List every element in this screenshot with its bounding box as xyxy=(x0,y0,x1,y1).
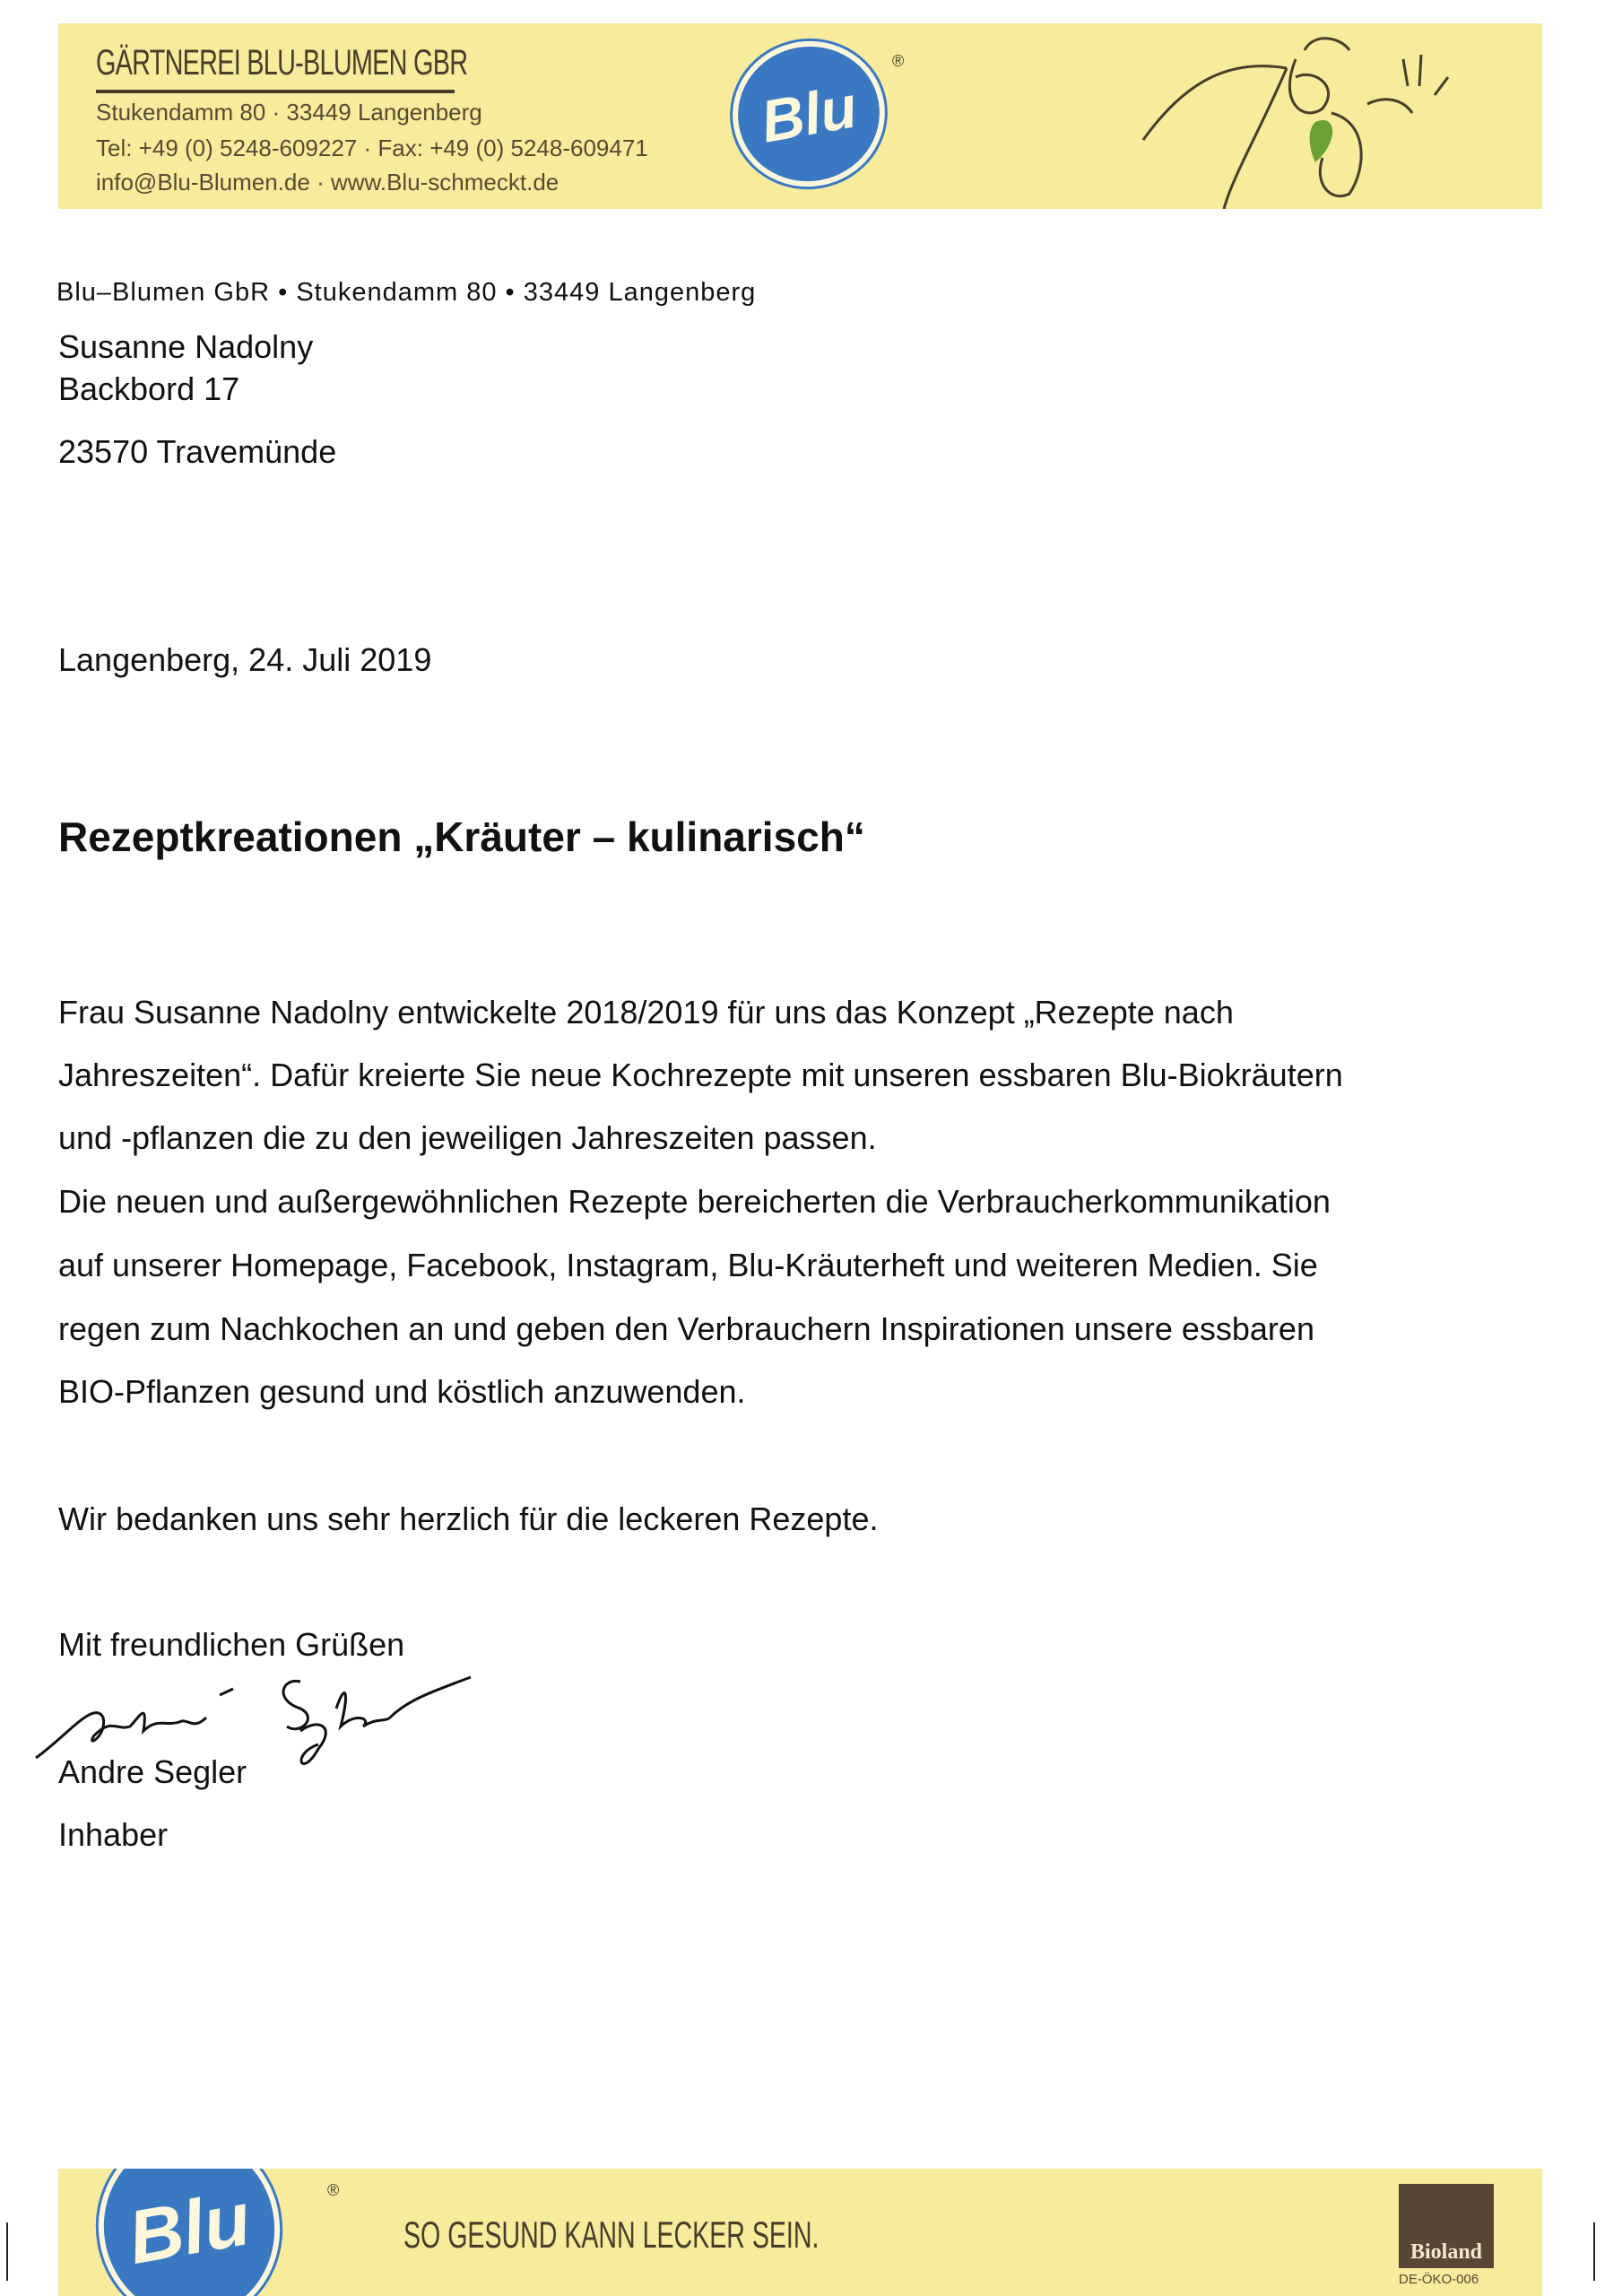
company-web: info@Blu-Blumen.de · www.Blu-schmeckt.de xyxy=(96,169,559,196)
margin-mark xyxy=(6,2222,8,2281)
company-name: GÄRTNEREI BLU-BLUMEN GBR xyxy=(96,43,468,83)
company-phone-fax: Tel: +49 (0) 5248-609227 · Fax: +49 (0) 5248-609471 xyxy=(96,135,648,161)
recipient-name: Susanne Nadolny xyxy=(58,328,314,365)
margin-mark xyxy=(1593,2222,1595,2281)
body-line: BIO-Pflanzen gesund und köstlich anzuwenden. xyxy=(58,1373,746,1410)
closing: Mit freundlichen Grüßen xyxy=(58,1626,405,1663)
gardener-illustration xyxy=(1080,23,1542,209)
slogan: SO GESUND KANN LECKER SEIN. xyxy=(403,2213,820,2256)
recipient-street: Backbord 17 xyxy=(58,370,240,407)
letter-date: Langenberg, 24. Juli 2019 xyxy=(58,641,432,678)
signer-name: Andre Segler xyxy=(58,1753,247,1790)
sender-line: Blu–Blumen GbR • Stukendamm 80 • 33449 Langenberg xyxy=(56,278,757,307)
body-line: Jahreszeiten“. Dafür kreierte Sie neue Kochrezepte mit unseren essbaren Blu-Biokräutern xyxy=(58,1057,1343,1093)
blu-logo: Blu xyxy=(721,29,897,198)
blu-logo-footer: Blu xyxy=(83,2169,295,2296)
body-line: Frau Susanne Nadolny entwickelte 2018/2019 für uns das Konzept „Rezepte nach xyxy=(58,994,1234,1031)
letterhead xyxy=(58,23,1542,209)
registered-mark: ® xyxy=(327,2181,340,2199)
body-line: regen zum Nachkochen an und geben den Verbrauchern Inspirationen unsere essbaren xyxy=(58,1310,1314,1347)
registered-mark: ® xyxy=(892,52,905,70)
bioland-code: DE-ÖKO-006 xyxy=(1399,2272,1479,2287)
letter-footer xyxy=(58,2169,1542,2296)
body-line: Die neuen und außergewöhnlichen Rezepte bereicherten die Verbraucherkommunikation xyxy=(58,1183,1331,1220)
body-line: und -pflanzen die zu den jeweiligen Jahreszeiten passen. xyxy=(58,1119,877,1156)
signer-title: Inhaber xyxy=(58,1816,169,1853)
letter-subject: Rezeptkreationen „Kräuter – kulinarisch“ xyxy=(58,813,865,860)
thanks-line: Wir bedanken uns sehr herzlich für die leckeren Rezepte. xyxy=(58,1500,879,1537)
divider xyxy=(96,90,455,93)
company-address: Stukendamm 80 · 33449 Langenberg xyxy=(96,99,482,126)
body-line: auf unserer Homepage, Facebook, Instagram, Blu-Kräuterheft und weiteren Medien. Sie xyxy=(58,1247,1318,1283)
bioland-logo: Bioland xyxy=(1399,2184,1494,2268)
recipient-city: 23570 Travemünde xyxy=(58,433,337,470)
